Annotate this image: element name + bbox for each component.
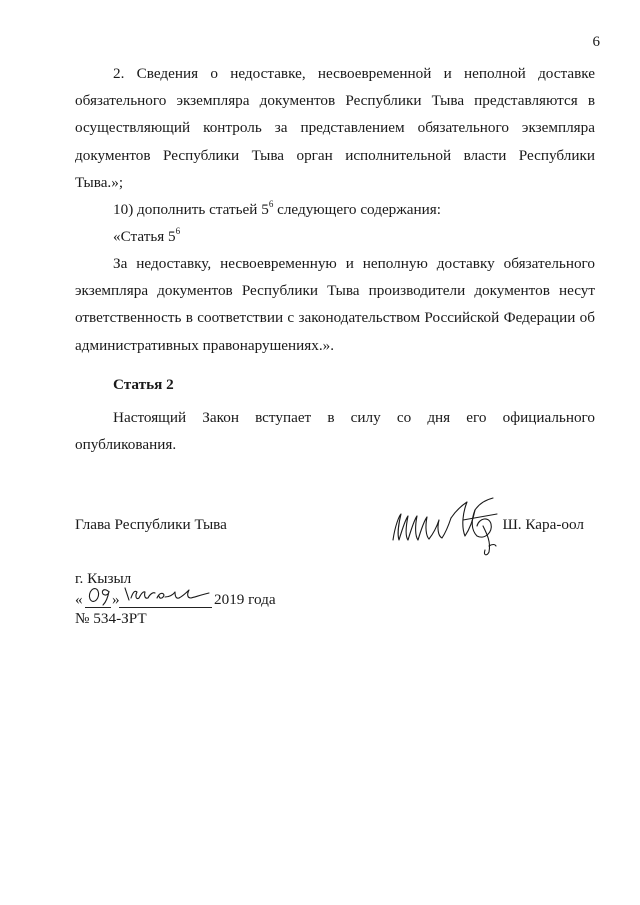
article-text-line: Настоящий Закон вступает в силу со дня его официального	[113, 409, 595, 426]
law-number: № 534-ЗРТ	[75, 610, 147, 627]
handwritten-month	[123, 584, 213, 606]
date-close-quote: »	[112, 591, 120, 608]
paragraph-1-line: Тыва.»;	[75, 173, 124, 191]
article-text	[75, 404, 595, 458]
paragraph-4-line: административных правонарушениях.».	[75, 336, 335, 354]
date-year: 2019 года	[214, 591, 276, 608]
signatory-name: Ш. Кара-оол	[502, 516, 584, 533]
paragraph-3	[75, 223, 595, 250]
paragraph-1	[75, 60, 595, 196]
amendment-superscript: 6	[268, 198, 274, 209]
amendment-line	[75, 196, 595, 223]
paragraph-1-line: обязательного экземпляра документов Республики Тыва представляются в	[75, 92, 595, 110]
paragraph-1-line: документов Республики Тыва орган исполнительной власти Республики	[75, 146, 595, 164]
date-open-quote: «	[75, 591, 83, 608]
new-article-superscript: 6	[175, 225, 181, 236]
paragraph-4-line: экземпляра документов Республики Тыва производители документов несут	[75, 282, 595, 300]
day-underline	[85, 607, 111, 608]
amendment-text-after: следующего содержания:	[273, 201, 441, 218]
date-line	[75, 588, 335, 610]
signatory-role: Глава Республики Тыва	[75, 516, 227, 533]
new-article-title	[75, 223, 595, 250]
handwritten-day	[86, 585, 114, 607]
paragraph-2	[75, 196, 595, 223]
article-text-line: опубликования.	[75, 436, 177, 454]
paragraph-4	[75, 250, 595, 359]
month-underline	[119, 607, 212, 608]
place-date-block	[75, 570, 335, 628]
amendment-text-before: 10) дополнить статьей 5	[113, 201, 269, 218]
paragraph-4-line: За недоставку, несвоевременную и неполную доставку обязательного	[113, 255, 595, 272]
page-number: 6	[592, 34, 600, 50]
article-heading: Статья 2	[113, 376, 174, 393]
paragraph-1-line: осуществляющий контроль за представлением обязательного экземпляра	[75, 119, 595, 137]
new-article-title-text: «Статья 5	[113, 228, 176, 245]
signature-block	[75, 512, 600, 572]
place: г. Кызыл	[75, 570, 132, 587]
paragraph-4-line: ответственность в соответствии с законодательством Российской Федерации об	[75, 309, 595, 327]
paragraph-1-line: 2. Сведения о недоставке, несвоевременной и неполной доставке	[113, 65, 595, 82]
